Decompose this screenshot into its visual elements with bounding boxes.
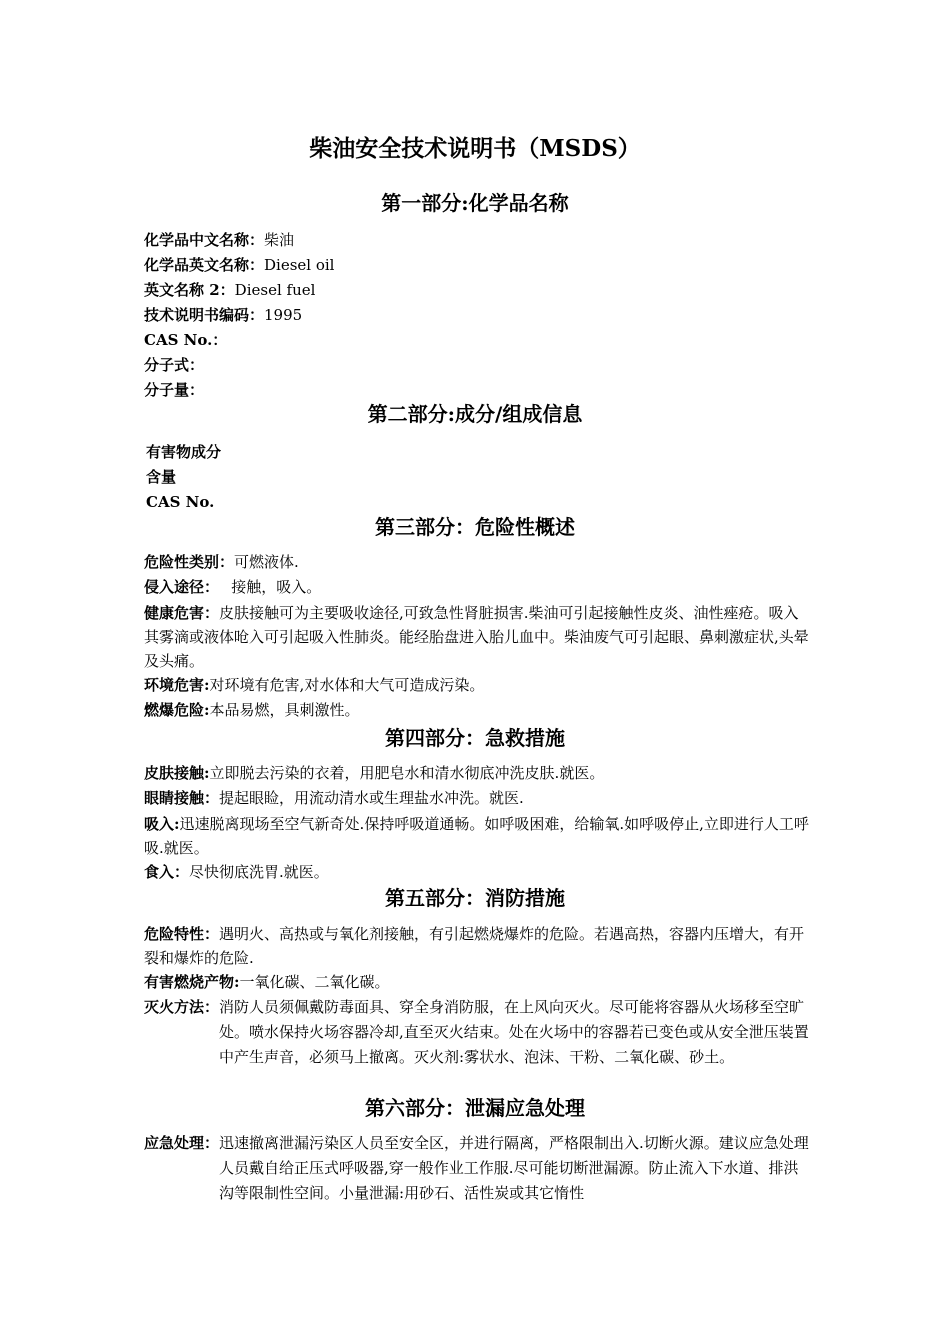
item-value: 接触，吸入。 xyxy=(211,578,322,596)
item-label: 食入： xyxy=(144,863,190,881)
field-english-name xyxy=(144,253,810,278)
section-heading-part6: 第六部分：泄漏应急处理 xyxy=(365,1096,585,1120)
health-hazard xyxy=(144,601,810,673)
field-value: Diesel oil xyxy=(264,256,335,274)
field-value: 1995 xyxy=(264,306,303,324)
explosion-hazard xyxy=(144,698,810,723)
part5-items xyxy=(144,922,810,1070)
item-value: 一氧化碳、二氧化碳。 xyxy=(239,973,390,991)
item-value: 提起眼睑，用流动清水或生理盐水冲洗。就医. xyxy=(219,789,524,807)
item-label: 吸入: xyxy=(144,815,180,833)
section-heading-part4: 第四部分：急救措施 xyxy=(385,726,565,750)
item-value: 迅速撤离泄漏污染区人员至安全区，并进行隔离，严格限制出入.切断火源。建议应急处理人员戴自给正压式呼吸器,穿一般作业工作服.尽可能切断泄漏源。防止流入下水道、排洪沟等限制性空间。小量泄漏:用砂石、活性炭或其它惰性 xyxy=(219,1134,809,1202)
item-label: 眼睛接触： xyxy=(144,789,220,807)
item-value: 可燃液体. xyxy=(234,553,299,571)
part6-items xyxy=(144,1131,810,1206)
field-label: CAS No.： xyxy=(144,331,228,349)
item-label: 环境危害: xyxy=(144,676,210,694)
item-label: 危险特性： xyxy=(144,925,220,943)
item-label: 危险性类别： xyxy=(144,553,235,571)
field-cas-no xyxy=(144,328,810,353)
item-value: 本品易燃，具刺激性。 xyxy=(209,701,360,719)
field-label: 英文名称 2： xyxy=(144,281,235,299)
item-label: 皮肤接触: xyxy=(144,764,210,782)
part3-items xyxy=(144,550,810,723)
part1-fields xyxy=(144,228,810,403)
item-label: 侵入途径： xyxy=(144,578,212,596)
field-value: Diesel fuel xyxy=(234,281,316,299)
section-heading-part3: 第三部分：危险性概述 xyxy=(375,515,575,539)
item-value: 消防人员须佩戴防毒面具、穿全身消防服，在上风向灭火。尽可能将容器从火场移至空旷处。喷水保持火场容器冷却,直至灭火结束。处在火场中的容器若已变色或从安全泄压装置中产生声音，必须马上撤离。灭火剂:雾状水、泡沫、干粉、二氧化碳、砂土。 xyxy=(219,998,809,1066)
item-value: 皮肤接触可为主要吸收途径,可致急性肾脏损害.柴油可引起接触性皮炎、油性痤疮。吸入其雾滴或液体呛入可引起吸入性肺炎。能经胎盘进入胎儿血中。柴油废气可引起眼、鼻刺激症状,头晕及头痛。 xyxy=(144,604,809,670)
field-label: 技术说明书编码： xyxy=(144,306,265,324)
environmental-hazard xyxy=(144,673,810,698)
hazardous-combustion-products xyxy=(144,970,810,995)
section-heading-part1: 第一部分:化学品名称 xyxy=(381,191,569,215)
item-label: 有害燃烧产物: xyxy=(144,973,240,991)
section-heading-part5: 第五部分：消防措施 xyxy=(385,886,565,910)
item-label: 应急处理： xyxy=(144,1134,220,1152)
ingestion xyxy=(144,860,810,885)
field-sds-code xyxy=(144,303,810,328)
item-value: 对环境有危害,对水体和大气可造成污染。 xyxy=(209,676,485,694)
field-chinese-name xyxy=(144,228,810,253)
document-title: 柴油安全技术说明书（MSDS） xyxy=(309,135,641,162)
part2-labels xyxy=(146,440,812,515)
section-heading-part2: 第二部分:成分/组成信息 xyxy=(367,402,583,426)
composition-label-cas: CAS No. xyxy=(146,493,215,511)
field-label: 化学品中文名称： xyxy=(144,231,265,249)
item-label: 健康危害： xyxy=(144,604,220,622)
composition-label-content: 含量 xyxy=(146,468,177,486)
eye-contact xyxy=(144,786,810,811)
field-label: 化学品英文名称： xyxy=(144,256,265,274)
field-label: 分子量： xyxy=(144,381,205,399)
item-value: 迅速脱离现场至空气新奇处.保持呼吸道通畅。如呼吸困难，给输氧.如呼吸停止,立即进行人工呼吸.就医。 xyxy=(144,815,809,857)
item-value: 遇明火、高热或与氧化剂接触，有引起燃烧爆炸的危险。若遇高热，容器内压增大，有开裂和爆炸的危险. xyxy=(144,925,805,967)
skin-contact xyxy=(144,761,810,786)
item-value: 立即脱去污染的衣着，用肥皂水和清水彻底冲洗皮肤.就医。 xyxy=(209,764,605,782)
fire-fighting-method xyxy=(144,995,810,1070)
hazard-category xyxy=(144,550,810,575)
field-value: 柴油 xyxy=(264,231,295,249)
field-label: 分子式： xyxy=(144,356,205,374)
item-value: 尽快彻底洗胃.就医。 xyxy=(189,863,329,881)
composition-label-hazardous: 有害物成分 xyxy=(146,443,222,461)
emergency-handling xyxy=(144,1131,810,1206)
exposure-route xyxy=(144,575,810,600)
item-label: 燃爆危险: xyxy=(144,701,210,719)
inhalation xyxy=(144,812,810,860)
fire-danger-property xyxy=(144,922,810,970)
field-formula xyxy=(144,353,810,378)
item-label: 灭火方法： xyxy=(144,998,220,1016)
part4-items xyxy=(144,761,810,885)
field-english-name-2 xyxy=(144,278,810,303)
